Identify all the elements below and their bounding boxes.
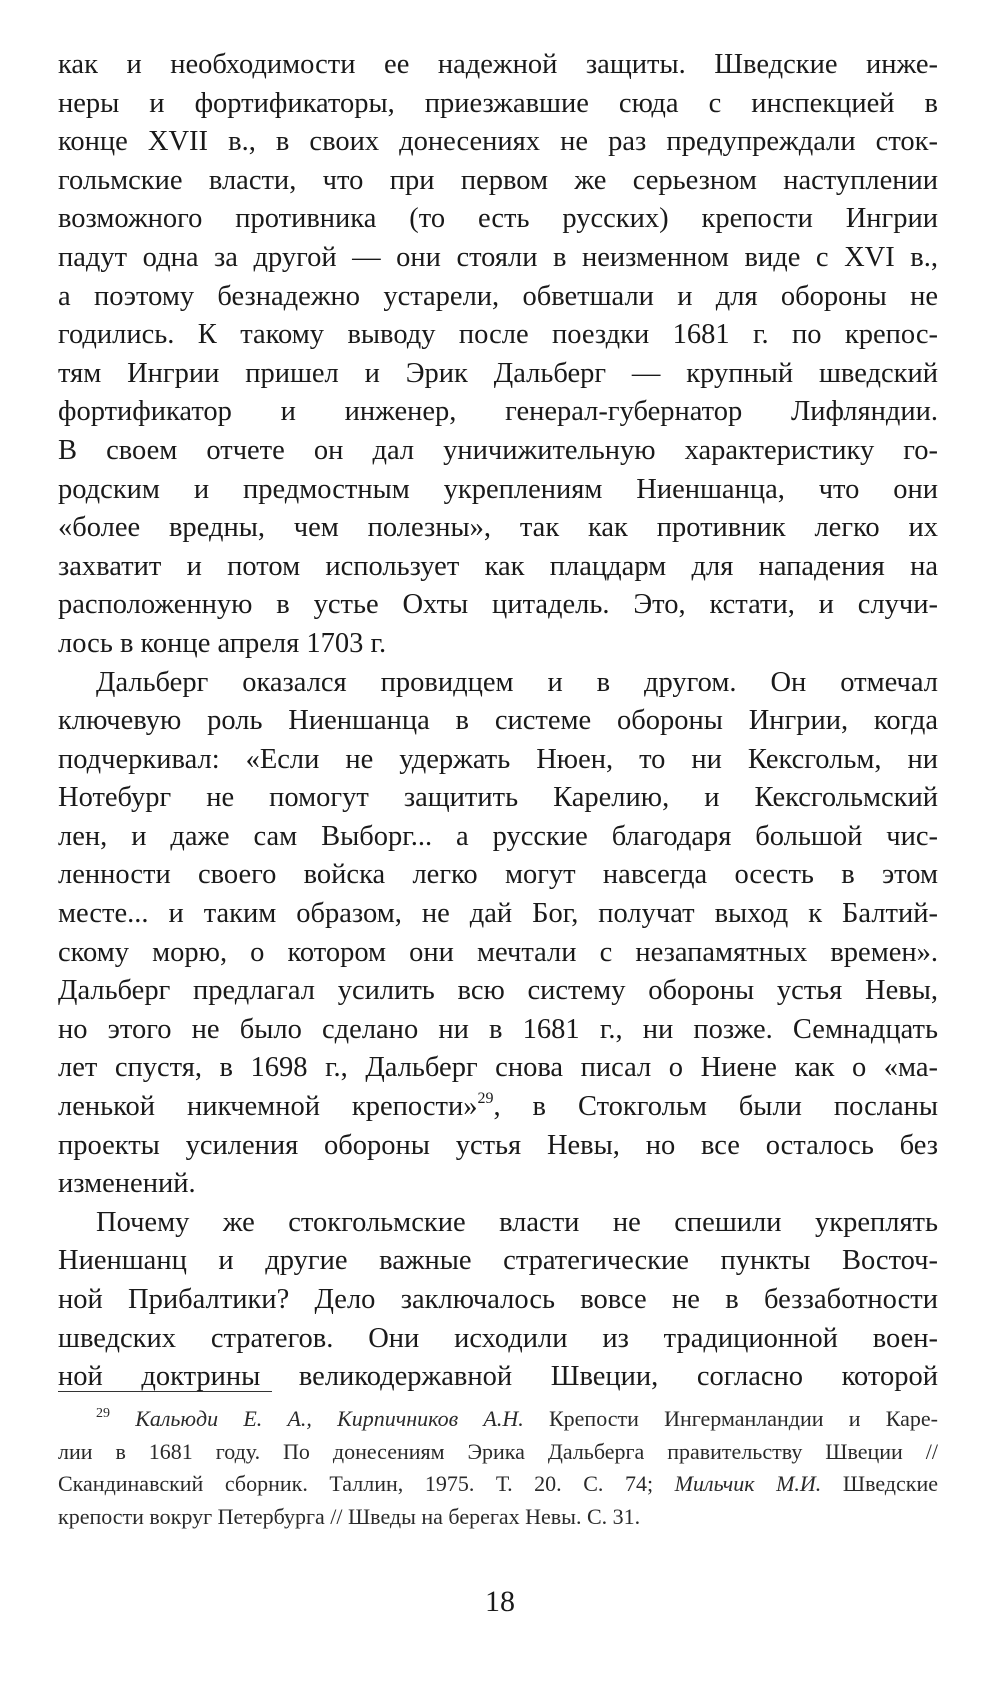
footnote-line (58, 1403, 938, 1436)
footnote-text: Скандинавский сборник. Таллин, 1975. Т. 20. С. 74; (58, 1471, 675, 1496)
text-line: ключевую роль Ниеншанца в системе обороны Ингрии, когда (58, 705, 938, 737)
text-line: лет спустя, в 1698 г., Дальберг снова писал о Ниене как о «ма- (58, 1052, 938, 1084)
text-line: но этого не было сделано ни в 1681 г., ни позже. Семнадцать (58, 1013, 938, 1045)
paragraph-1 (58, 46, 938, 664)
text-line: а поэтому безнадежно устарели, обветшали и для обороны не (58, 280, 938, 312)
text-line: месте... и таким образом, не дай Бог, получат выход к Балтий- (58, 898, 938, 930)
footnote (58, 1403, 938, 1533)
text-line: возможного противника (то есть русских) крепости Ингрии (58, 203, 938, 235)
footnote-text: Шведские (821, 1471, 938, 1496)
text-line: как и необходимости ее надежной защиты. Шведские инже- (58, 49, 938, 80)
text-line: лен, и даже сам Выборг... а русские благодаря большой чис- (58, 820, 938, 852)
page-number: 18 (485, 1585, 515, 1618)
text-line: захватит и потом использует как плацдарм для нападения на (58, 550, 938, 582)
text-line: лось в конце апреля 1703 г. (58, 627, 387, 659)
text-line: тям Ингрии пришел и Эрик Дальберг — крупный шведский (58, 357, 938, 389)
text-line: изменений. (58, 1168, 196, 1200)
text-line: расположенную в устье Охты цитадель. Это, кстати, и случи- (58, 589, 938, 621)
text-line: годились. К такому выводу после поездки 1681 г. по крепос- (58, 319, 938, 351)
text-line: фортификатор и инженер, генерал-губернатор Лифляндии. (58, 396, 938, 428)
footnote-reference[interactable]: 29 (477, 1090, 494, 1108)
footnote-line (58, 1468, 938, 1501)
footnote-number: 29 (96, 1406, 110, 1421)
footnote-divider (58, 1391, 272, 1392)
text-fragment: , в Стокгольм были посланы (493, 1091, 938, 1123)
text-line: падут одна за другой — они стояли в неизменном виде с XVI в., (58, 241, 938, 273)
text-line: родским и предмостным укреплениям Ниеншанца, что они (58, 473, 938, 505)
text-line: конце XVII в., в своих донесениях не раз предупреждали сток- (58, 126, 938, 158)
text-line: Нотебург не помогут защитить Карелию, и Кексгольмский (58, 782, 938, 814)
footnote-line: крепости вокруг Петербурга // Шведы на берегах Невы. С. 31. (58, 1503, 641, 1529)
text-fragment: ленькой никчемной крепости» (58, 1091, 478, 1123)
text-line-with-footnote (58, 1088, 938, 1127)
text-line: Дальберг предлагал усилить всю систему обороны устья Невы, (58, 975, 938, 1007)
text-line: Дальберг оказался провидцем и в другом. Он отмечал (96, 666, 938, 698)
text-line: проекты усиления обороны устья Невы, но все осталось без (58, 1129, 938, 1161)
text-line: ной доктрины великодержавной Швеции, согласно которой (58, 1361, 938, 1393)
text-line: В своем отчете он дал уничижительную характеристику го- (58, 434, 938, 466)
text-line: шведских стратегов. Они исходили из традиционной воен- (58, 1322, 938, 1354)
text-line: Почему же стокгольмские власти не спешили укреплять (96, 1206, 938, 1238)
footnote-author: Кальюди Е. А., Кирпичников А.Н. (135, 1406, 524, 1431)
text-line: скому морю, о котором они мечтали с незапамятных времен». (58, 936, 938, 968)
footnote-text: Крепости Ингерманландии и Каре- (523, 1406, 938, 1431)
page-body (58, 46, 938, 1397)
text-line: неры и фортификаторы, приезжавшие сюда с инспекцией в (58, 87, 938, 119)
text-line: подчеркивал: «Если не удержать Нюен, то ни Кексгольм, ни (58, 743, 938, 775)
text-line: гольмские власти, что при первом же серьезном наступлении (58, 164, 938, 196)
paragraph-3 (58, 1204, 938, 1397)
text-line: ной Прибалтики? Дело заключалось вовсе не в беззаботности (58, 1284, 938, 1315)
footnote-author: Мильчик М.И. (674, 1471, 822, 1496)
paragraph-2 (58, 664, 938, 1204)
text-line: Ниеншанц и другие важные стратегические пункты Восточ- (58, 1245, 938, 1277)
text-line: ленности своего войска легко могут навсегда осесть в этом (58, 859, 938, 891)
text-line: «более вредны, чем полезны», так как противник легко их (58, 512, 938, 544)
footnote-line: лии в 1681 году. По донесениям Эрика Дальберга правительству Швеции // (58, 1438, 938, 1464)
